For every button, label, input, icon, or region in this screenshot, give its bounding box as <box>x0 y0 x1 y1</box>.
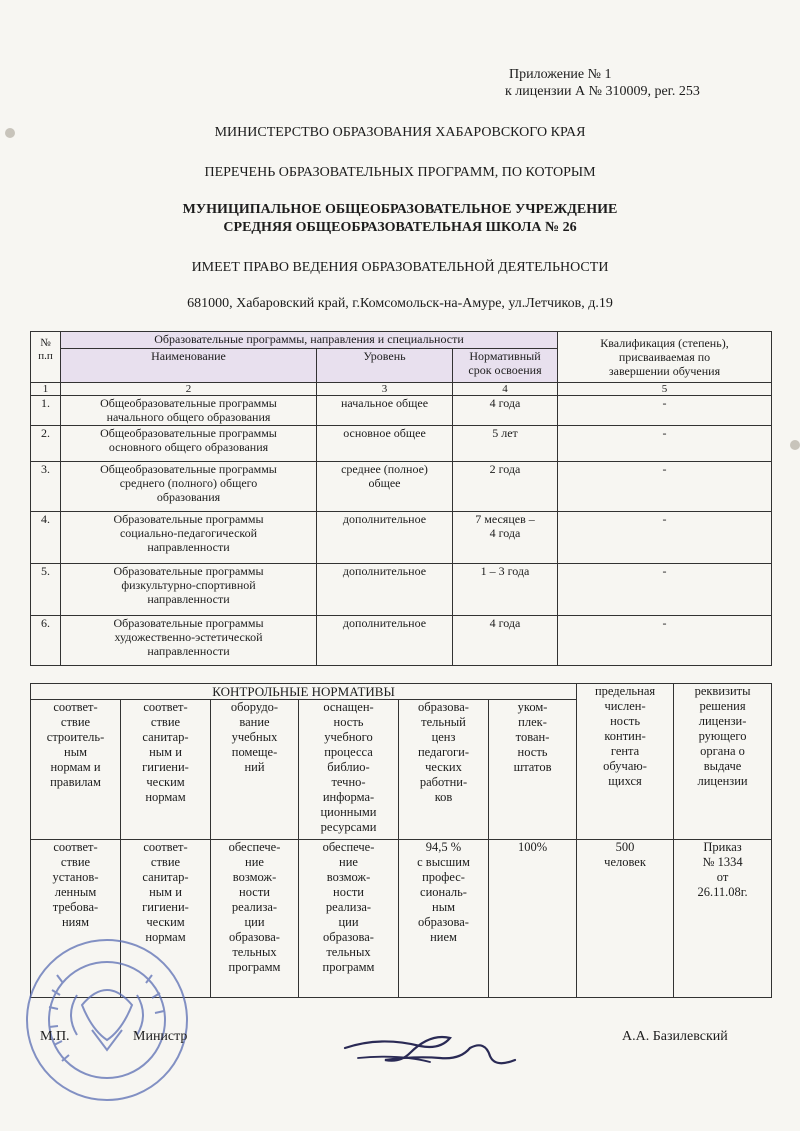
program-term: 7 месяцев – 4 года <box>453 512 558 564</box>
norms-value: 500 человек <box>577 840 674 998</box>
norms-header: образова- тельный ценз педагоги- ческих работни- ков <box>399 700 489 840</box>
col-level-header: Уровень <box>317 349 453 383</box>
norms-header: уком- плек- тован- ность штатов <box>489 700 577 840</box>
norms-value: 100% <box>489 840 577 998</box>
program-level: начальное общее <box>317 396 453 426</box>
program-qualification: - <box>558 462 772 512</box>
signer-position: Министр <box>133 1029 188 1044</box>
right-statement: ИМЕЕТ ПРАВО ВЕДЕНИЯ ОБРАЗОВАТЕЛЬНОЙ ДЕЯТЕЛЬНОСТИ <box>191 260 609 275</box>
program-level: дополнительное <box>317 512 453 564</box>
table-row <box>31 396 772 426</box>
row-number: 3. <box>31 462 61 512</box>
seal-label: М.П. <box>40 1029 70 1044</box>
table-row <box>31 512 772 564</box>
program-name: Образовательные программы физкультурно-спортивной направленности <box>61 564 317 616</box>
row-number: 5. <box>31 564 61 616</box>
table-row <box>31 564 772 616</box>
signature-icon <box>340 1018 520 1078</box>
program-name: Общеобразовательные программы начального общего образования <box>61 396 317 426</box>
norms-header: предельная числен- ность контин- гента обучаю- щихся <box>577 684 674 840</box>
ministry-title: МИНИСТЕРСТВО ОБРАЗОВАНИЯ ХАБАРОВСКОГО КРАЯ <box>214 125 586 140</box>
col-number: 3 <box>317 383 453 396</box>
row-number: 4. <box>31 512 61 564</box>
row-number: 2. <box>31 426 61 462</box>
norms-value: обеспече- ние возмож- ности реализа- ции образова- тельных программ <box>299 840 399 998</box>
col-number: 4 <box>453 383 558 396</box>
program-qualification: - <box>558 396 772 426</box>
program-level: дополнительное <box>317 564 453 616</box>
norms-value: соответ- ствие установ- ленным требова- ниям <box>31 840 121 998</box>
program-name: Общеобразовательные программы среднего (полного) общего образования <box>61 462 317 512</box>
official-stamp-icon <box>22 935 192 1105</box>
program-qualification: - <box>558 616 772 666</box>
table-row <box>31 426 772 462</box>
col-term-header: Нормативный срок освоения <box>453 349 558 383</box>
appendix-reference <box>505 66 700 100</box>
program-term: 1 – 3 года <box>453 564 558 616</box>
row-number: 6. <box>31 616 61 666</box>
program-qualification: - <box>558 564 772 616</box>
appendix-line: Приложение № 1 <box>509 67 612 82</box>
program-name: Образовательные программы социально-педагогической направленности <box>61 512 317 564</box>
norms-value: соответ- ствие санитар- ным и гигиени- ческим нормам <box>121 840 211 998</box>
norms-header: соответ- ствие строитель- ным нормам и правилам <box>31 700 121 840</box>
programs-table <box>30 331 772 666</box>
program-term: 5 лет <box>453 426 558 462</box>
program-term: 4 года <box>453 396 558 426</box>
binder-hole <box>790 440 800 450</box>
org-name-line2: СРЕДНЯЯ ОБЩЕОБРАЗОВАТЕЛЬНАЯ ШКОЛА № 26 <box>223 220 577 235</box>
program-name: Общеобразовательные программы основного общего образования <box>61 426 317 462</box>
norms-header: соответ- ствие санитар- ным и гигиени- ческим нормам <box>121 700 211 840</box>
signer-name: А.А. Базилевский <box>622 1029 728 1044</box>
norms-title: КОНТРОЛЬНЫЕ НОРМАТИВЫ <box>31 684 577 700</box>
norms-header: оборудо- вание учебных помеще- ний <box>211 700 299 840</box>
col-group-header: Образовательные программы, направления и специальности <box>61 332 558 349</box>
table-row <box>31 616 772 666</box>
col-number: 1 <box>31 383 61 396</box>
program-name: Образовательные программы художественно-эстетической направленности <box>61 616 317 666</box>
program-term: 2 года <box>453 462 558 512</box>
program-qualification: - <box>558 426 772 462</box>
col-qualification-header: Квалификация (степень), присваиваемая по завершении обучения <box>558 332 772 383</box>
norms-header: реквизиты решения лицензи- рующего органа о выдаче лицензии <box>674 684 772 840</box>
norms-value: 94,5 % с высшим профес- сиональ- ным образова- нием <box>399 840 489 998</box>
norms-header: оснащен- ность учебного процесса библио- течно- информа- ционными ресурсами <box>299 700 399 840</box>
org-name-line1: МУНИЦИПАЛЬНОЕ ОБЩЕОБРАЗОВАТЕЛЬНОЕ УЧРЕЖДЕНИЕ <box>182 202 618 217</box>
address: 681000, Хабаровский край, г.Комсомольск-на-Амуре, ул.Летчиков, д.19 <box>187 296 613 311</box>
license-reference: к лицензии А № 310009, рег. 253 <box>505 84 700 99</box>
norms-value: Приказ № 1334 от 26.11.08г. <box>674 840 772 998</box>
col-name-header: Наименование <box>61 349 317 383</box>
list-title: ПЕРЕЧЕНЬ ОБРАЗОВАТЕЛЬНЫХ ПРОГРАММ, ПО КОТОРЫМ <box>204 165 596 180</box>
program-level: основное общее <box>317 426 453 462</box>
col-number: 2 <box>61 383 317 396</box>
program-term: 4 года <box>453 616 558 666</box>
program-level: дополнительное <box>317 616 453 666</box>
row-number: 1. <box>31 396 61 426</box>
col-number: 5 <box>558 383 772 396</box>
norms-value: обеспече- ние возмож- ности реализа- ции образова- тельных программ <box>211 840 299 998</box>
table-row <box>31 462 772 512</box>
program-level: среднее (полное) общее <box>317 462 453 512</box>
col-num-header: № п.п <box>31 332 61 383</box>
program-qualification: - <box>558 512 772 564</box>
